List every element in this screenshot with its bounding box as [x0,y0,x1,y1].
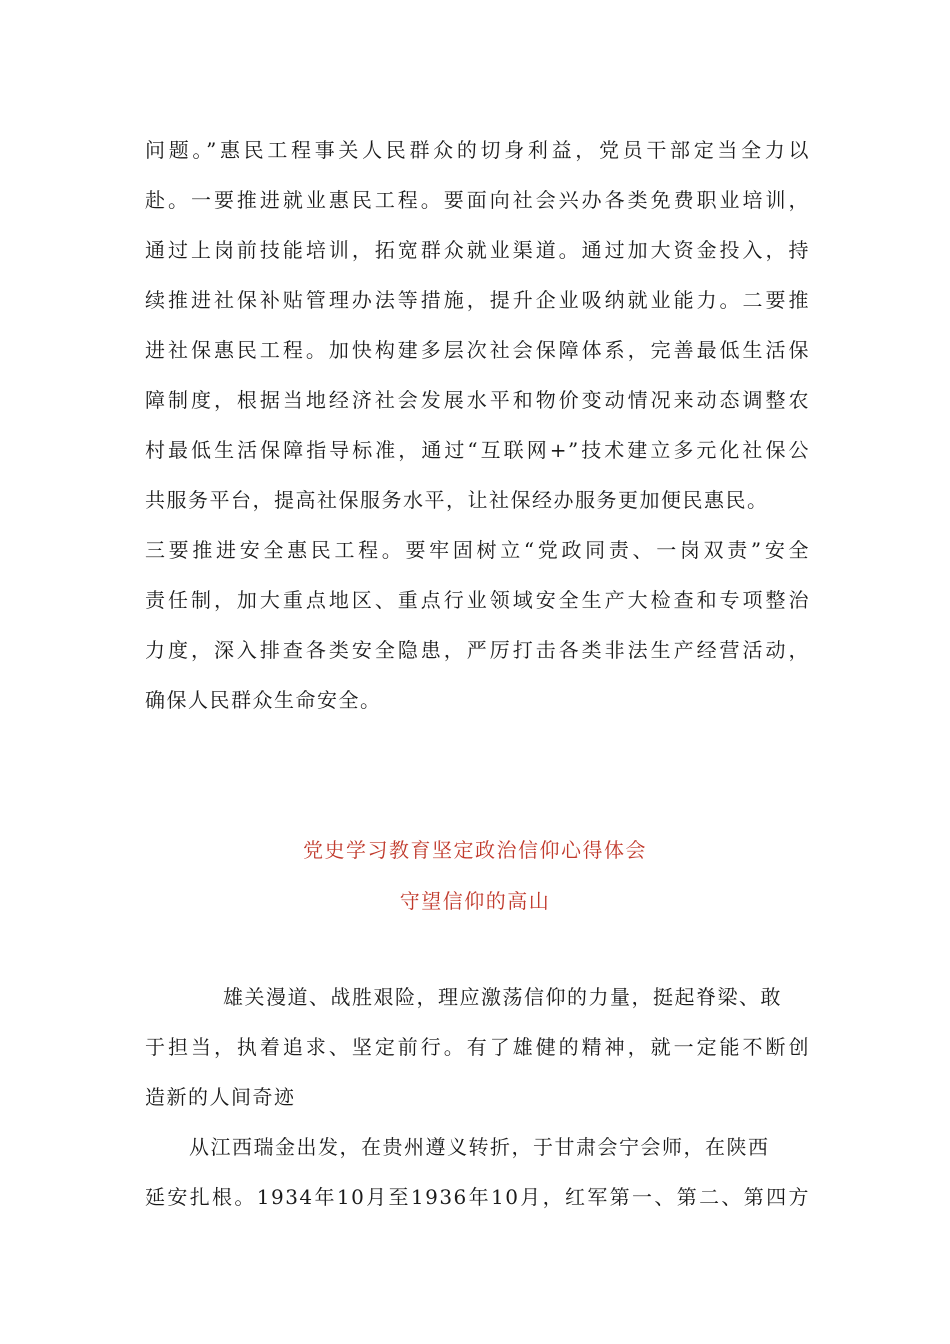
paragraph-line: 通过上岗前技能培训，拓宽群众就业渠道。通过加大资金投入，持 [145,238,810,262]
paragraph-line: 赴。一要推进就业惠民工程。要面向社会兴办各类免费职业培训， [145,188,810,212]
paragraph-line: 村最低生活保障指导标准，通过“互联网+”技术建立多元化社保公 [145,438,810,462]
body-line: 延安扎根。1934年10月至1936年10月，红军第一、第二、第四方 [145,1185,810,1209]
intro-paragraph [145,972,810,1122]
paragraph-line: 责任制，加大重点地区、重点行业领域安全生产大检查和专项整治 [145,588,810,612]
intro-line: 于担当，执着追求、坚定前行。有了雄健的精神，就一定能不断创 [145,1035,810,1059]
article-subtitle: 守望信仰的高山 [399,889,551,913]
body-line: 从江西瑞金出发，在贵州遵义转折，于甘肃会宁会师，在陕西 [189,1135,770,1159]
paragraph-line: 问题。”惠民工程事关人民群众的切身利益，党员干部定当全力以 [145,138,810,162]
paragraph-line: 确保人民群众生命安全。 [145,688,382,712]
top-paragraph [145,125,810,725]
paragraph-line: 共服务平台，提高社保服务水平，让社保经办服务更加便民惠民。 [145,488,769,512]
paragraph-line: 力度，深入排查各类安全隐患，严厉打击各类非法生产经营活动， [145,638,810,662]
intro-line: 雄关漫道、战胜艰险，理应激荡信仰的力量，挺起脊梁、敢 [223,985,782,1009]
intro-line: 造新的人间奇迹 [145,1085,296,1109]
paragraph-line: 进社保惠民工程。加快构建多层次社会保障体系，完善最低生活保 [145,338,810,362]
paragraph-line: 障制度，根据当地经济社会发展水平和物价变动情况来动态调整农 [145,388,810,412]
paragraph-line: 续推进社保补贴管理办法等措施，提升企业吸纳就业能力。二要推 [145,288,810,312]
body-paragraph [145,1122,810,1222]
article-title: 党史学习教育坚定政治信仰心得体会 [303,838,647,862]
paragraph-line: 三要推进安全惠民工程。要牢固树立“党政同责、一岗双责”安全 [145,538,810,562]
